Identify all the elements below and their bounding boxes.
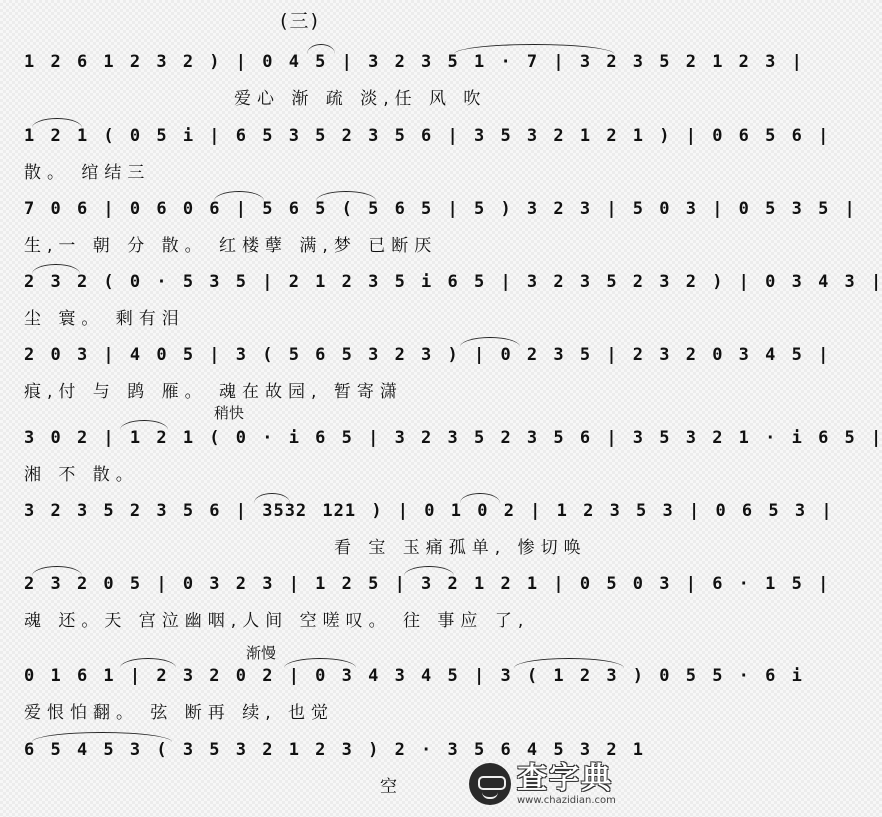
lyric-line: 看 宝 玉痛孤单, 惨切唤 [334, 538, 587, 558]
lyric-line: 爱心 渐 疏 淡,任 风 吹 [234, 89, 487, 109]
score-system-9 [24, 666, 803, 736]
score-system-1 [24, 52, 803, 122]
lyric-line: 空 [380, 777, 403, 797]
site-watermark [469, 757, 639, 811]
notation-line: 2 0 3 | 4 0 5 | 3 ( 5 6 5 3 2 3 ) | 0 2 3 5 | 2 3 2 0 3 4 5 | [24, 345, 830, 365]
score-system-3 [24, 199, 856, 269]
score-system-8 [24, 574, 830, 644]
tempo-mark-faster: 稍快 [214, 404, 245, 422]
notation-line: 2 3 2 ( 0 · 5 3 5 | 2 1 2 3 5 i 6 5 | 3 2 3 5 2 3 2 ) | 0 3 4 3 | [24, 272, 882, 292]
lyric-line: 散。 绾结三 [24, 163, 151, 183]
lyric-line: 痕,付 与 鹍 雁。 魂在故园, 暂寄潇 [24, 382, 403, 402]
score-system-4 [24, 272, 882, 342]
section-title: (三) [280, 10, 320, 32]
notation-line: 3 0 2 | 1 2 1 ( 0 · i 6 5 | 3 2 3 5 2 3 5 6 | 3 5 3 2 1 · i 6 5 | [24, 428, 882, 448]
tempo-mark-slower: 渐慢 [246, 644, 277, 662]
score-system-2 [24, 126, 830, 196]
lyric-line: 爱恨怕翻。 弦 断再 续, 也觉 [24, 703, 335, 723]
score-system-5 [24, 345, 830, 415]
notation-line: 6 5 4 5 3 ( 3 5 3 2 1 2 3 ) 2 · 3 5 6 4 5 3 2 1 [24, 740, 645, 760]
mascot-icon [469, 763, 511, 805]
score-system-7 [24, 501, 833, 571]
watermark-url: www.chazidian.com [517, 794, 616, 806]
notation-line: 1 2 1 ( 0 5 i | 6 5 3 5 2 3 5 6 | 3 5 3 2 1 2 1 ) | 0 6 5 6 | [24, 126, 830, 146]
notation-line: 7 0 6 | 0 6 0 6 | 5 6 5 ( 5 6 5 | 5 ) 3 2 3 | 5 0 3 | 0 5 3 5 | [24, 199, 856, 219]
lyric-line: 生,一 朝 分 散。 红楼孽 满,梦 已断厌 [24, 236, 438, 256]
lyric-line: 湘 不 散。 [24, 465, 139, 485]
notation-line: 0 1 6 1 | 2 3 2 0 2 | 0 3 4 3 4 5 | 3 ( 1 2 3 ) 0 5 5 · 6 i [24, 666, 803, 686]
notation-line: 2 3 2 0 5 | 0 3 2 3 | 1 2 5 | 3 2 1 2 1 | 0 5 0 3 | 6 · 1 5 | [24, 574, 830, 594]
score-system-6 [24, 428, 882, 498]
notation-line: 1 2 6 1 2 3 2 ) | 0 4 5 | 3 2 3 5 1 · 7 | 3 2 3 5 2 1 2 3 | [24, 52, 803, 72]
watermark-text [517, 760, 616, 806]
lyric-line: 魂 还。天 宫泣幽咽,人间 空嗟叹。 往 事应 了, [24, 611, 530, 631]
notation-line: 3 2 3 5 2 3 5 6 | 3532 121 ) | 0 1 0 2 | 1 2 3 5 3 | 0 6 5 3 | [24, 501, 833, 521]
lyric-line: 尘 寰。 剩有泪 [24, 309, 185, 329]
watermark-brand: 查字典 [517, 760, 613, 796]
